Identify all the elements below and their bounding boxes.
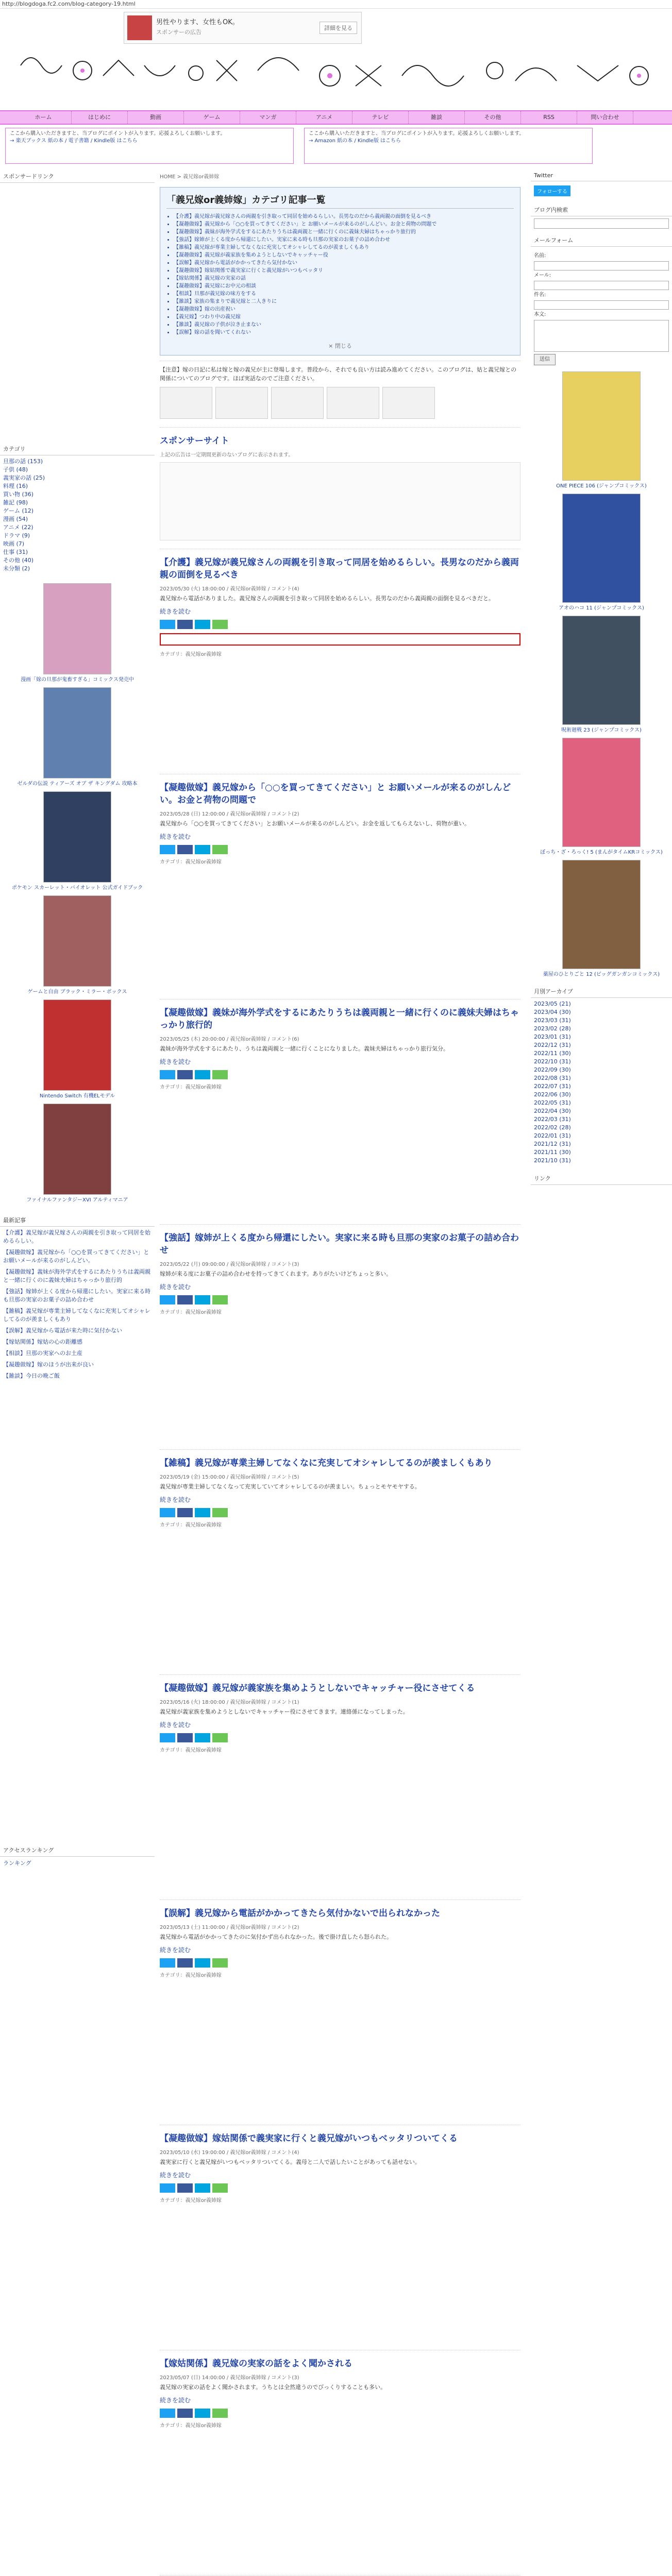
book-cover-image[interactable] xyxy=(43,895,111,987)
archive-item[interactable]: 2023/05 (21) xyxy=(534,1001,571,1007)
link-heading: リンク xyxy=(531,1172,672,1185)
nav-item[interactable]: RSS xyxy=(521,111,577,124)
book-widget xyxy=(531,860,672,978)
toc-item[interactable]: • 【介護】義兄嫁が義兄嫁さんの両親を引き取って同居を始めるらしい。長男なのだから義両親の面倒を見るべき xyxy=(174,213,514,221)
pocket-icon[interactable] xyxy=(212,1733,228,1742)
sponsor-ad-area[interactable] xyxy=(160,462,520,540)
book-cover-image[interactable] xyxy=(43,999,111,1091)
pocket-icon[interactable] xyxy=(212,1295,228,1304)
category-item[interactable]: 料理 (16) xyxy=(3,483,28,489)
sponsor-meta: 上記の広告は一定期間更新のないブログに表示されます。 xyxy=(160,452,294,458)
facebook-share-icon[interactable] xyxy=(177,2409,193,2418)
sponsor-site xyxy=(160,427,520,549)
nav-item[interactable]: マンガ xyxy=(240,111,296,124)
book-cover-image[interactable] xyxy=(43,791,111,883)
intro-block xyxy=(160,361,520,427)
category-item[interactable]: アニメ (22) xyxy=(3,524,33,531)
category-item[interactable]: 漫画 (54) xyxy=(3,516,28,522)
archive-item[interactable]: 2022/12 (31) xyxy=(534,1042,571,1048)
ranking-heading-left: アクセスランキング xyxy=(0,1844,155,1857)
recent-item[interactable]: 【強話】嫁姉が上くる度から帰還にしたい。実家に来る時も旦那の実家のお菓子の詰め合わせ xyxy=(3,1288,150,1303)
recent-item[interactable]: 【介護】義兄嫁が義兄嫁さんの両親を引き取って同居を始めるらしい。 xyxy=(3,1229,150,1244)
toc-item[interactable]: • 【凝趣做嫁】義兄嫁から「○○を買ってきてください」と お願いメールが来るのがしんどい。お金と荷物の問題で xyxy=(174,221,514,228)
toc-title: 「義兄嫁or義姉嫁」カテゴリ記事一覧 xyxy=(166,193,514,209)
article-entry xyxy=(160,549,520,774)
read-more-link[interactable]: 続きを読む xyxy=(160,1496,191,1503)
article-meta: 2023/05/22 (月) 09:00:00 / 義兄嫁or義姉嫁 / コメント(3) xyxy=(160,1262,299,1267)
article-body: 義兄嫁の実家の話をよく聞かされます。うちとは全然違うのでびっくりすることも多い。 xyxy=(160,2384,387,2391)
archive-item[interactable]: 2022/09 (30) xyxy=(534,1066,571,1073)
ad-detail-button[interactable]: 詳細を見る xyxy=(320,22,357,34)
share-buttons xyxy=(160,1295,520,1304)
article-category[interactable]: カテゴリ：義兄嫁or義姉嫁 xyxy=(160,1973,222,1978)
article-category[interactable]: カテゴリ：義兄嫁or義姉嫁 xyxy=(160,1310,222,1315)
archive-item[interactable]: 2022/10 (31) xyxy=(534,1058,571,1065)
article-category[interactable]: カテゴリ：義兄嫁or義姉嫁 xyxy=(160,2198,222,2204)
facebook-share-icon[interactable] xyxy=(177,1958,193,1968)
article-title[interactable]: 【強話】嫁姉が上くる度から帰還にしたい。実家に来る時も旦那の実家のお菓子の詰め合わせ xyxy=(160,1233,519,1256)
read-more-link[interactable]: 続きを読む xyxy=(160,1721,191,1728)
book-caption[interactable]: 薬屋のひとりごと 12 (ビッグガンガンコミックス) xyxy=(543,972,660,977)
category-item[interactable]: 義実家の話 (25) xyxy=(3,474,45,481)
facebook-share-icon[interactable] xyxy=(177,1295,193,1304)
archive-item[interactable]: 2022/04 (30) xyxy=(534,1108,571,1114)
category-item[interactable]: 買い物 (36) xyxy=(3,491,34,498)
nav-item[interactable]: テレビ xyxy=(352,111,409,124)
global-nav xyxy=(0,110,672,125)
hatena-bookmark-icon[interactable] xyxy=(195,620,210,629)
book-cover-image[interactable] xyxy=(562,860,641,969)
ad-subtitle: スポンサーの広告 xyxy=(156,29,201,36)
mail-body-label: 本文: xyxy=(534,312,546,317)
article-title[interactable]: 【雑稿】義兄嫁が専業主婦してなくなに充実してオシャレしてるのが羨ましくもあり xyxy=(160,1458,493,1468)
share-buttons xyxy=(160,1070,520,1079)
category-item[interactable]: 仕事 (31) xyxy=(3,549,28,555)
article-title[interactable]: 【誤解】義兄嫁から電話がかかってきたら気付かないで出られなかった xyxy=(160,1908,440,1919)
recent-item[interactable]: 【凝趣做嫁】義妹が海外学式をするにあたりうちは義両親と一緒に行くのに義妹夫婦はちゃっかり旅行的 xyxy=(3,1268,150,1283)
ad-slot[interactable] xyxy=(271,387,324,419)
pocket-icon[interactable] xyxy=(212,1958,228,1968)
article-entry xyxy=(160,999,520,1224)
nav-item[interactable]: ホーム xyxy=(15,111,72,124)
mail-subject-input[interactable] xyxy=(534,300,669,310)
book-widget xyxy=(531,371,672,489)
toc-item[interactable]: • 【誤解】嫁の話を聞いてくれない xyxy=(174,329,514,336)
book-widget xyxy=(531,738,672,856)
article-entry xyxy=(160,1224,520,1449)
book-caption[interactable]: ゲームと自由 ブラック・ミラー・ボックス xyxy=(27,989,127,995)
article-category[interactable]: カテゴリ：義兄嫁or義姉嫁 xyxy=(160,859,222,865)
toc-item[interactable]: • 【義兄嫁】つわり中の義兄嫁 xyxy=(174,313,514,321)
archive-item[interactable]: 2022/08 (31) xyxy=(534,1075,571,1081)
pocket-icon[interactable] xyxy=(212,1508,228,1517)
article-body: 義妹が海外学式をするにあたり、うちは義両親と一緒に行くことになりました。義妹夫婦はちゃっかり旅行気分。 xyxy=(160,1045,449,1052)
category-item[interactable]: その他 (40) xyxy=(3,557,34,564)
book-caption[interactable]: 漫画「嫁の旦那が鬼畜すぎる」コミックス発売中 xyxy=(21,677,134,683)
recent-item[interactable]: 【凝趣做嫁】嫁のほうが出来が良い xyxy=(3,1361,94,1368)
toc-item[interactable]: • 【強話】嫁姉が上くる度から帰還にしたい。実家に来る時も旦那の実家のお菓子の詰め合わせ xyxy=(174,236,514,244)
archive-item[interactable]: 2022/07 (31) xyxy=(534,1083,571,1090)
archive-item[interactable]: 2022/11 (30) xyxy=(534,1050,571,1057)
share-buttons xyxy=(160,620,520,629)
archive-item[interactable]: 2023/04 (30) xyxy=(534,1009,571,1015)
pocket-icon[interactable] xyxy=(212,1070,228,1079)
follow-button[interactable]: フォローする xyxy=(534,185,570,196)
article-entry xyxy=(160,1449,520,1674)
read-more-link[interactable]: 続きを読む xyxy=(160,2397,191,2404)
facebook-share-icon[interactable] xyxy=(177,1733,193,1742)
facebook-share-icon[interactable] xyxy=(177,2183,193,2193)
nav-item[interactable]: アニメ xyxy=(296,111,352,124)
book-cover-image[interactable] xyxy=(43,583,111,674)
archive-item[interactable]: 2023/02 (28) xyxy=(534,1025,571,1032)
category-item[interactable]: 旦那の話 (153) xyxy=(3,458,43,465)
article-meta: 2023/05/13 (土) 11:00:00 / 義兄嫁or義姉嫁 / コメント(2) xyxy=(160,1925,299,1930)
hatena-bookmark-icon[interactable] xyxy=(195,1295,210,1304)
article-title[interactable]: 【介護】義兄嫁が義兄嫁さんの両親を引き取って同居を始めるらしい。長男なのだから義両親の面倒を見るべき xyxy=(160,557,519,580)
read-more-link[interactable]: 続きを読む xyxy=(160,2172,191,2179)
book-widget xyxy=(0,687,155,787)
twitter-heading: Twitter xyxy=(531,170,672,181)
article-title[interactable]: 【凝趣做嫁】義兄嫁が義家族を集めようとしないでキャッチャー役にさせてくる xyxy=(160,1683,475,1693)
article-meta: 2023/05/07 (日) 14:00:00 / 義兄嫁or義姉嫁 / コメント(3) xyxy=(160,2375,299,2381)
url-bar[interactable]: http://blogdoga.fc2.com/blog-category-19.html xyxy=(0,0,672,9)
notice-left-text: ここから購入いただきますと、当ブログにポイントが入ります。応援よろしくお願いします。 xyxy=(10,131,226,137)
archive-item[interactable]: 2022/01 (31) xyxy=(534,1132,571,1139)
recent-item[interactable]: 【相談】旦那の実家へのお土産 xyxy=(3,1350,82,1357)
nav-item[interactable]: ゲーム xyxy=(184,111,240,124)
article-body: 義兄嫁が義家族を集めようとしないでキャッチャー役にさせてきます。連絡係になってしまった。 xyxy=(160,1708,409,1715)
notice-right-text: ここから購入いただきますと、当ブログにポイントが入ります。応援よろしくお願いします。 xyxy=(309,131,525,137)
archive-item[interactable]: 2021/12 (31) xyxy=(534,1141,571,1147)
mail-addr-label: メール: xyxy=(534,273,551,278)
book-caption[interactable]: Nintendo Switch 有機ELモデル xyxy=(39,1093,115,1099)
toc-item[interactable]: • 【凝趣做嫁】嫁姑関係で義実家に行くと義兄嫁がいつもベッタリ xyxy=(174,267,514,275)
category-item[interactable]: ドラマ (9) xyxy=(3,532,30,539)
left-sidebar xyxy=(0,170,155,1867)
twitter-share-icon[interactable] xyxy=(160,620,175,629)
notice-left-link[interactable]: → 楽天ブックス 紙の本 / 電子書籍 / Kindle版 はこちら xyxy=(10,138,138,144)
notice-left xyxy=(5,128,294,164)
mail-form xyxy=(531,249,672,367)
toc-item[interactable]: • 【雑稿】義兄嫁が専業主婦してなくなに充実してオシャレしてるのが羨ましくもあり xyxy=(174,244,514,251)
book-caption[interactable]: ONE PIECE 106 (ジャンプコミックス) xyxy=(556,483,647,489)
twitter-share-icon[interactable] xyxy=(160,2409,175,2418)
right-sidebar xyxy=(531,170,672,1187)
recent-list xyxy=(0,1229,155,1380)
archive-item[interactable]: 2023/01 (31) xyxy=(534,1033,571,1040)
book-cover-image[interactable] xyxy=(562,738,641,847)
mail-name-input[interactable] xyxy=(534,261,669,270)
breadcrumb: HOME > 義兄嫁or義姉嫁 xyxy=(160,174,220,180)
share-buttons xyxy=(160,1733,520,1742)
twitter-share-icon[interactable] xyxy=(160,1070,175,1079)
hatena-bookmark-icon[interactable] xyxy=(195,2409,210,2418)
archive-heading: 月別アーカイブ xyxy=(531,985,672,998)
book-cover-image[interactable] xyxy=(562,371,641,481)
share-buttons xyxy=(160,1508,520,1517)
archive-item[interactable]: 2021/10 (31) xyxy=(534,1157,571,1164)
article-body: 義実家に行くと義兄嫁がいつもベッタリついてくる。義母と二人で話したいことがあっても話せない。 xyxy=(160,2159,421,2165)
book-caption[interactable]: ポケモン スカーレット・バイオレット 公式ガイドブック xyxy=(11,885,143,891)
toc-close-button[interactable]: × 閉じる xyxy=(328,343,352,349)
category-toc xyxy=(160,187,520,355)
archive-item[interactable]: 2022/06 (30) xyxy=(534,1091,571,1098)
hatena-bookmark-icon[interactable] xyxy=(195,845,210,854)
article-title[interactable]: 【凝趣做嫁】義妹が海外学式をするにあたりうちは義両親と一緒に行くのに義妹夫婦はちゃっかり旅行的 xyxy=(160,1008,519,1030)
search-heading: ブログ内検索 xyxy=(531,204,672,216)
ad-slot[interactable] xyxy=(327,387,379,419)
mail-send-button[interactable]: 送信 xyxy=(534,354,556,365)
toc-item[interactable]: • 【雑談】義兄嫁の子供が泣き止まない xyxy=(174,321,514,329)
share-buttons xyxy=(160,2183,520,2193)
article-body: 義兄嫁から電話がありました。義兄嫁さんの両親を引き取って同居を始めるらしい。長男なのだから義両親の面倒を見るべきだと。 xyxy=(160,595,494,602)
article-body: 義兄嫁が専業主婦してなくなって充実していてオシャレしてるのが羨ましい。ちょっとモヤモヤする。 xyxy=(160,1483,421,1490)
book-widget xyxy=(0,895,155,995)
nav-item[interactable]: その他 xyxy=(465,111,521,124)
book-cover-image[interactable] xyxy=(562,494,641,603)
ad-slot[interactable] xyxy=(160,387,212,419)
highlight-ad-box[interactable] xyxy=(160,633,520,646)
category-item[interactable]: ゲーム (12) xyxy=(3,507,34,514)
share-buttons xyxy=(160,1958,520,1968)
read-more-link[interactable]: 続きを読む xyxy=(160,833,191,840)
facebook-share-icon[interactable] xyxy=(177,1070,193,1079)
pocket-icon[interactable] xyxy=(212,620,228,629)
article-meta: 2023/05/30 (火) 18:00:00 / 義兄嫁or義姉嫁 / コメント(4) xyxy=(160,586,299,592)
pocket-icon[interactable] xyxy=(212,2183,228,2193)
article-title[interactable]: 【凝趣做嫁】嫁姑関係で義実家に行くと義兄嫁がいつもベッタリついてくる xyxy=(160,2133,458,2144)
article-entry xyxy=(160,1900,520,2125)
hatena-bookmark-icon[interactable] xyxy=(195,1958,210,1968)
nav-item[interactable]: 雑談 xyxy=(409,111,465,124)
header-doodle-illustration xyxy=(0,45,672,112)
book-widget xyxy=(0,1104,155,1204)
article-entry xyxy=(160,2125,520,2350)
book-widget xyxy=(0,999,155,1099)
recent-heading: 最新記事 xyxy=(0,1214,155,1227)
header-ad[interactable] xyxy=(124,12,362,44)
blog-header xyxy=(0,9,672,117)
category-heading: カテゴリ xyxy=(0,443,155,455)
read-more-link[interactable]: 続きを読む xyxy=(160,1946,191,1954)
sponsor-title[interactable]: スポンサーサイト xyxy=(160,436,229,446)
intro-ads xyxy=(160,387,520,419)
book-widget xyxy=(531,616,672,734)
archive-item[interactable]: 2022/02 (28) xyxy=(534,1124,571,1131)
hatena-bookmark-icon[interactable] xyxy=(195,1733,210,1742)
toc-item[interactable]: • 【凝趣做嫁】義兄嫁が義家族を集めようとしないでキャッチャー役 xyxy=(174,251,514,259)
mail-subject-label: 件名: xyxy=(534,292,546,298)
archive-item[interactable]: 2022/05 (31) xyxy=(534,1099,571,1106)
archive-item[interactable]: 2021/11 (30) xyxy=(534,1149,571,1156)
notice-right-link[interactable]: → Amazon 紙の本 / Kindle版 はこちら xyxy=(309,138,401,144)
mail-name-label: 名前: xyxy=(534,253,546,259)
recent-item[interactable]: 【誤解】義兄嫁から電話が来た時に気付かない xyxy=(3,1327,122,1334)
toc-item[interactable]: • 【嫁姑関係】義兄嫁の実家の話 xyxy=(174,275,514,282)
mail-body-input[interactable] xyxy=(534,320,669,352)
toc-item[interactable]: • 【誤解】義兄嫁から電話がかかってきたら気付かない xyxy=(174,259,514,267)
recent-item[interactable]: 【嫁姑関係】嫁姑の心の距離感 xyxy=(3,1338,82,1345)
pocket-icon[interactable] xyxy=(212,2409,228,2418)
toc-item[interactable]: • 【凝趣做嫁】義妹が海外学式をするにあたりうちは義両親と一緒に行くのに義妹夫婦はちゃっかり旅行的 xyxy=(174,228,514,236)
article-entry xyxy=(160,1674,520,1900)
pocket-icon[interactable] xyxy=(212,845,228,854)
share-buttons xyxy=(160,845,520,854)
sponsor-space xyxy=(0,185,155,443)
article-category[interactable]: カテゴリ：義兄嫁or義姉嫁 xyxy=(160,1522,222,1528)
toc-item[interactable]: • 【凝趣做嫁】嫁の出産祝い xyxy=(174,306,514,313)
hatena-bookmark-icon[interactable] xyxy=(195,1508,210,1517)
article-title[interactable]: 【凝趣做嫁】義兄嫁から「○○を買ってきてください」と お願いメールが来るのがしんどい。お金と荷物の問題で xyxy=(160,783,511,805)
mail-addr-input[interactable] xyxy=(534,281,669,290)
book-widget xyxy=(531,494,672,612)
book-cover-image[interactable] xyxy=(562,616,641,725)
book-widget xyxy=(0,583,155,683)
sponsor-label: スポンサードリンク xyxy=(0,170,155,183)
facebook-share-icon[interactable] xyxy=(177,620,193,629)
article-meta: 2023/05/25 (木) 20:00:00 / 義兄嫁or義姉嫁 / コメント(6) xyxy=(160,1037,299,1042)
toc-item[interactable]: • 【相談】旦那が義兄嫁の味方をする xyxy=(174,290,514,298)
article-meta: 2023/05/10 (水) 19:00:00 / 義兄嫁or義姉嫁 / コメント(4) xyxy=(160,2150,299,2156)
article-meta: 2023/05/19 (金) 15:00:00 / 義兄嫁or義姉嫁 / コメント(5) xyxy=(160,1475,299,1480)
recent-item[interactable]: 【雑稿】義兄嫁が専業主婦してなくなに充実してオシャレしてるのが羨ましくもあり xyxy=(3,1308,150,1323)
article-category[interactable]: カテゴリ：義兄嫁or義姉嫁 xyxy=(160,652,222,657)
ad-slot[interactable] xyxy=(215,387,268,419)
book-caption[interactable]: 呪術廻戦 23 (ジャンプコミックス) xyxy=(561,727,642,733)
share-buttons xyxy=(160,2409,520,2418)
search-input[interactable] xyxy=(534,218,669,229)
recent-item[interactable]: 【雑談】今日の晩ご飯 xyxy=(3,1372,60,1379)
toc-item[interactable]: • 【凝趣做嫁】義兄嫁にお中元の相談 xyxy=(174,282,514,290)
ranking-link[interactable]: ランキング xyxy=(3,1860,31,1867)
book-caption[interactable]: アオのハコ 11 (ジャンプコミックス) xyxy=(559,605,644,611)
category-item[interactable]: 未分類 (2) xyxy=(3,565,30,572)
category-list xyxy=(0,457,155,573)
article-meta: 2023/05/16 (火) 18:00:00 / 義兄嫁or義姉嫁 / コメント(1) xyxy=(160,1700,299,1705)
intro-text: 【注意】嫁の日記に私は嫁と嫁の義兄が主に登場します。普段から、それでも良い方は読み進めてください。このブログは、姑と義兄嫁との関係についてのブログです。ほぼ実話なのでご注意ください。 xyxy=(160,366,517,382)
recent-item[interactable]: 【凝趣做嫁】義兄嫁から「○○を買ってきてください」と お願いメールが来るのがしんどい。 xyxy=(3,1249,149,1264)
archive-item[interactable]: 2022/03 (31) xyxy=(534,1116,571,1123)
article-category[interactable]: カテゴリ：義兄嫁or義姉嫁 xyxy=(160,1084,222,1090)
notice-right xyxy=(304,128,593,164)
read-more-link[interactable]: 続きを読む xyxy=(160,1283,191,1291)
ad-thumbnail xyxy=(127,15,152,40)
twitter-share-icon[interactable] xyxy=(160,1958,175,1968)
twitter-share-icon[interactable] xyxy=(160,1733,175,1742)
article-body: 義兄嫁から「○○を買ってきてください」とお願いメールが来るのがしんどい。お金を返してもらえないし、荷物が重い。 xyxy=(160,820,470,827)
read-more-link[interactable]: 続きを読む xyxy=(160,608,191,615)
article-category[interactable]: カテゴリ：義兄嫁or義姉嫁 xyxy=(160,2423,222,2429)
facebook-share-icon[interactable] xyxy=(177,1508,193,1517)
category-item[interactable]: 雑記 (98) xyxy=(3,499,28,506)
twitter-share-icon[interactable] xyxy=(160,845,175,854)
nav-item[interactable]: 問い合わせ xyxy=(577,111,633,124)
book-cover-image[interactable] xyxy=(43,1104,111,1195)
article-body: 義兄嫁から電話がかかってきたのに気付かず出られなかった。後で掛け直したら怒られた。 xyxy=(160,1934,392,1940)
ad-slot[interactable] xyxy=(382,387,435,419)
mail-heading: メールフォーム xyxy=(531,234,672,247)
ad-title: 男性やります、女性もOK。 xyxy=(156,19,239,26)
book-caption[interactable]: ゼルダの伝説 ティアーズ オブ ザ キングダム 攻略本 xyxy=(17,781,138,787)
archive-list xyxy=(531,1000,672,1165)
toc-list xyxy=(166,213,514,336)
article-body: 嫁姉が来る度にお菓子の詰め合わせを持ってきてくれます。ありがたいけどちょっと多い。 xyxy=(160,1270,392,1277)
article-meta: 2023/05/28 (日) 12:00:00 / 義兄嫁or義姉嫁 / コメント(2) xyxy=(160,811,299,817)
nav-item[interactable]: 動画 xyxy=(128,111,184,124)
hatena-bookmark-icon[interactable] xyxy=(195,1070,210,1079)
main-content xyxy=(155,170,526,2576)
book-caption[interactable]: ぼっち・ざ・ろっく! 5 (まんがタイムKRコミックス) xyxy=(540,850,663,855)
nav-item[interactable]: はじめに xyxy=(72,111,128,124)
facebook-share-icon[interactable] xyxy=(177,845,193,854)
article-title[interactable]: 【嫁姑関係】義兄嫁の実家の話をよく聞かされる xyxy=(160,2359,352,2369)
read-more-link[interactable]: 続きを読む xyxy=(160,1058,191,1065)
book-caption[interactable]: ファイナルファンタジーXVI アルティマニア xyxy=(26,1197,128,1203)
twitter-share-icon[interactable] xyxy=(160,1508,175,1517)
hatena-bookmark-icon[interactable] xyxy=(195,2183,210,2193)
archive-item[interactable]: 2023/03 (31) xyxy=(534,1017,571,1024)
toc-item[interactable]: • 【雑談】家族の集まりで義兄嫁と二人きりに xyxy=(174,298,514,306)
twitter-share-icon[interactable] xyxy=(160,1295,175,1304)
article-entry xyxy=(160,774,520,999)
category-item[interactable]: 子供 (48) xyxy=(3,466,28,473)
article-entry xyxy=(160,2350,520,2575)
category-item[interactable]: 映画 (7) xyxy=(3,540,25,547)
twitter-share-icon[interactable] xyxy=(160,2183,175,2193)
book-widget xyxy=(0,791,155,891)
article-category[interactable]: カテゴリ：義兄嫁or義姉嫁 xyxy=(160,1748,222,1753)
book-cover-image[interactable] xyxy=(43,687,111,778)
